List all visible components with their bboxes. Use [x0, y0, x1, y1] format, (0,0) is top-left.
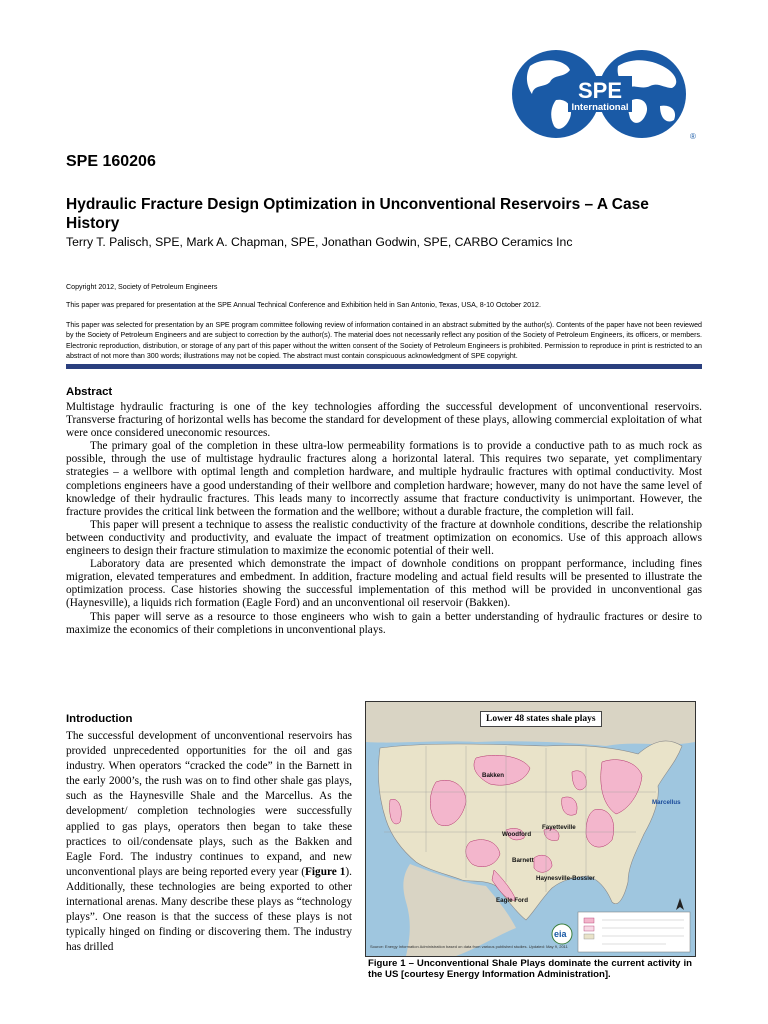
abstract-body: [66, 401, 702, 637]
map-graphic: [366, 702, 695, 956]
logo-international-text: International: [571, 102, 629, 113]
presentation-notice: This paper was prepared for presentation at the SPE Annual Technical Conference and Exhibition held in San Antonio, Texas, USA, 8-10 October 2012.: [66, 301, 541, 309]
play-label: Haynesville-Bossier: [536, 875, 595, 882]
copyright-notice: Copyright 2012, Society of Petroleum Engineers: [66, 283, 218, 291]
introduction-text: ). Additionally, these technologies are being exported to other international arenas. Many describe these plays as “technology plays”. One reason is that the success of these plays is not typically hinged on finding or discovering them. The industry has drilled: [66, 865, 352, 954]
abstract-paragraph: This paper will serve as a resource to those engineers who wish to gain a better understanding of hydraulic fractures or desire to maximize the economics of their completions in unconventional plays.: [66, 610, 702, 636]
abstract-heading: Abstract: [66, 386, 113, 398]
logo-spe-text: SPE: [577, 78, 623, 103]
map-title: Lower 48 states shale plays: [480, 711, 602, 727]
author-list: Terry T. Palisch, SPE, Mark A. Chapman, SPE, Jonathan Godwin, SPE, CARBO Ceramics Inc: [66, 235, 573, 249]
play-label: Marcellus: [652, 799, 681, 806]
abstract-paragraph: This paper will present a technique to assess the realistic conductivity of the fracture at downhole conditions, describe the relationship between conductivity and productivity, and evaluate the impact of treatment optimization on economics. Use of this approach allows engineers to design their fracture stimulation to maximize the economic potential of their well.: [66, 518, 702, 558]
play-label: Fayetteville: [542, 824, 576, 831]
map-source-credit: Source: Energy Information Administration based on data from various published studies. Updated: May 9, 2011: [370, 944, 568, 949]
spe-logo: [510, 48, 698, 140]
abstract-paragraph: Multistage hydraulic fracturing is one of the key technologies affording the successful development of unconventional reservoirs. Transverse fracturing of horizontal wells has become the standard for development of these plays, allowing commercial exploitation of what were once considered uneconomic resources.: [66, 401, 702, 440]
basin-appalachian: [586, 809, 614, 847]
north-arrow-icon: [676, 898, 684, 910]
shale-plays-map: [365, 701, 696, 957]
play-label: Woodford: [502, 831, 532, 838]
abstract-paragraph: The primary goal of the completion in these ultra-low permeability formations is to provide a conductive path to as much rock as possible, through the use of multistage hydraulic fractures along a horizontal lateral. This requires two separate, yet complimentary strategies – a wellbore with optimal length and completion hardware, and multiple hydraulic fractures with optimal conductivity. Most completions engineers have a good understanding of their wellbore and completion hardware; however, many do not have the same level of knowledge of their hydraulic fractures. This leads many to incorrectly assume that fracture conductivity is unimportant. However, the fracture provides the critical link between the formation and the wellbore; without a durable fracture, the completion will fail.: [66, 440, 702, 518]
introduction-body: [66, 729, 352, 955]
introduction-text: The successful development of unconventional reservoirs has provided unprecedented opportunities for the oil and gas industry. When operators “cracked the code” in the Barnett in the early 2000’s, the rush was on to find other shale gas plays, such as the Haynesville Shale and the Marcellus. As the development/ completion technologies were successfully applied to gas plays, operators then began to take these practices to oil/condensate plays, such as the Bakken and Eagle Ford. The industry continues to expand, and new unconventional plays are being reported every year (: [66, 730, 352, 878]
review-notice: This paper was selected for presentation by an SPE program committee following review of information contained in an abstract submitted by the author(s). Contents of the paper have not been reviewed by the Society of Petroleum Engineers and are subject to correction by the author(s). The material does not necessarily reflect any position of the Society of Petroleum Engineers, its officers, or members. Electronic reproduction, distribution, or storage of any part of this paper without the written consent of the Society of Petroleum Engineers is prohibited. Permission to reproduce in print is restricted to an abstract of not more than 300 words; illustrations may not be copied. The abstract must contain conspicuous acknowledgment of SPE copyright.: [66, 321, 702, 361]
play-label: Barnett: [512, 857, 534, 864]
map-legend: [578, 912, 690, 952]
introduction-heading: Introduction: [66, 713, 133, 725]
header-divider: [66, 364, 702, 369]
figure-reference: Figure 1: [305, 865, 346, 878]
logo-registered-mark: ®: [690, 132, 696, 140]
eia-logo-text: eia: [554, 929, 567, 939]
abstract-paragraph: Laboratory data are presented which demonstrate the impact of downhole conditions on proppant performance, including fines migration, elevated temperatures and embedment. In addition, fracture modeling and actual field results will be presented to illustrate the optimization process. Case histories showing the successful implementation of this method will be provided in unconventional gas (Haynesville), a liquids rich formation (Eagle Ford) and an unconventional oil reservoir (Bakken).: [66, 558, 702, 610]
figure-caption: Figure 1 – Unconventional Shale Plays dominate the current activity in the US [courtesy Energy Information Administration].: [368, 958, 692, 980]
play-label: Eagle Ford: [496, 897, 528, 904]
play-label: Bakken: [482, 772, 505, 779]
paper-number: SPE 160206: [66, 153, 156, 170]
paper-title: Hydraulic Fracture Design Optimization in Unconventional Reservoirs – A Case History: [66, 196, 649, 232]
